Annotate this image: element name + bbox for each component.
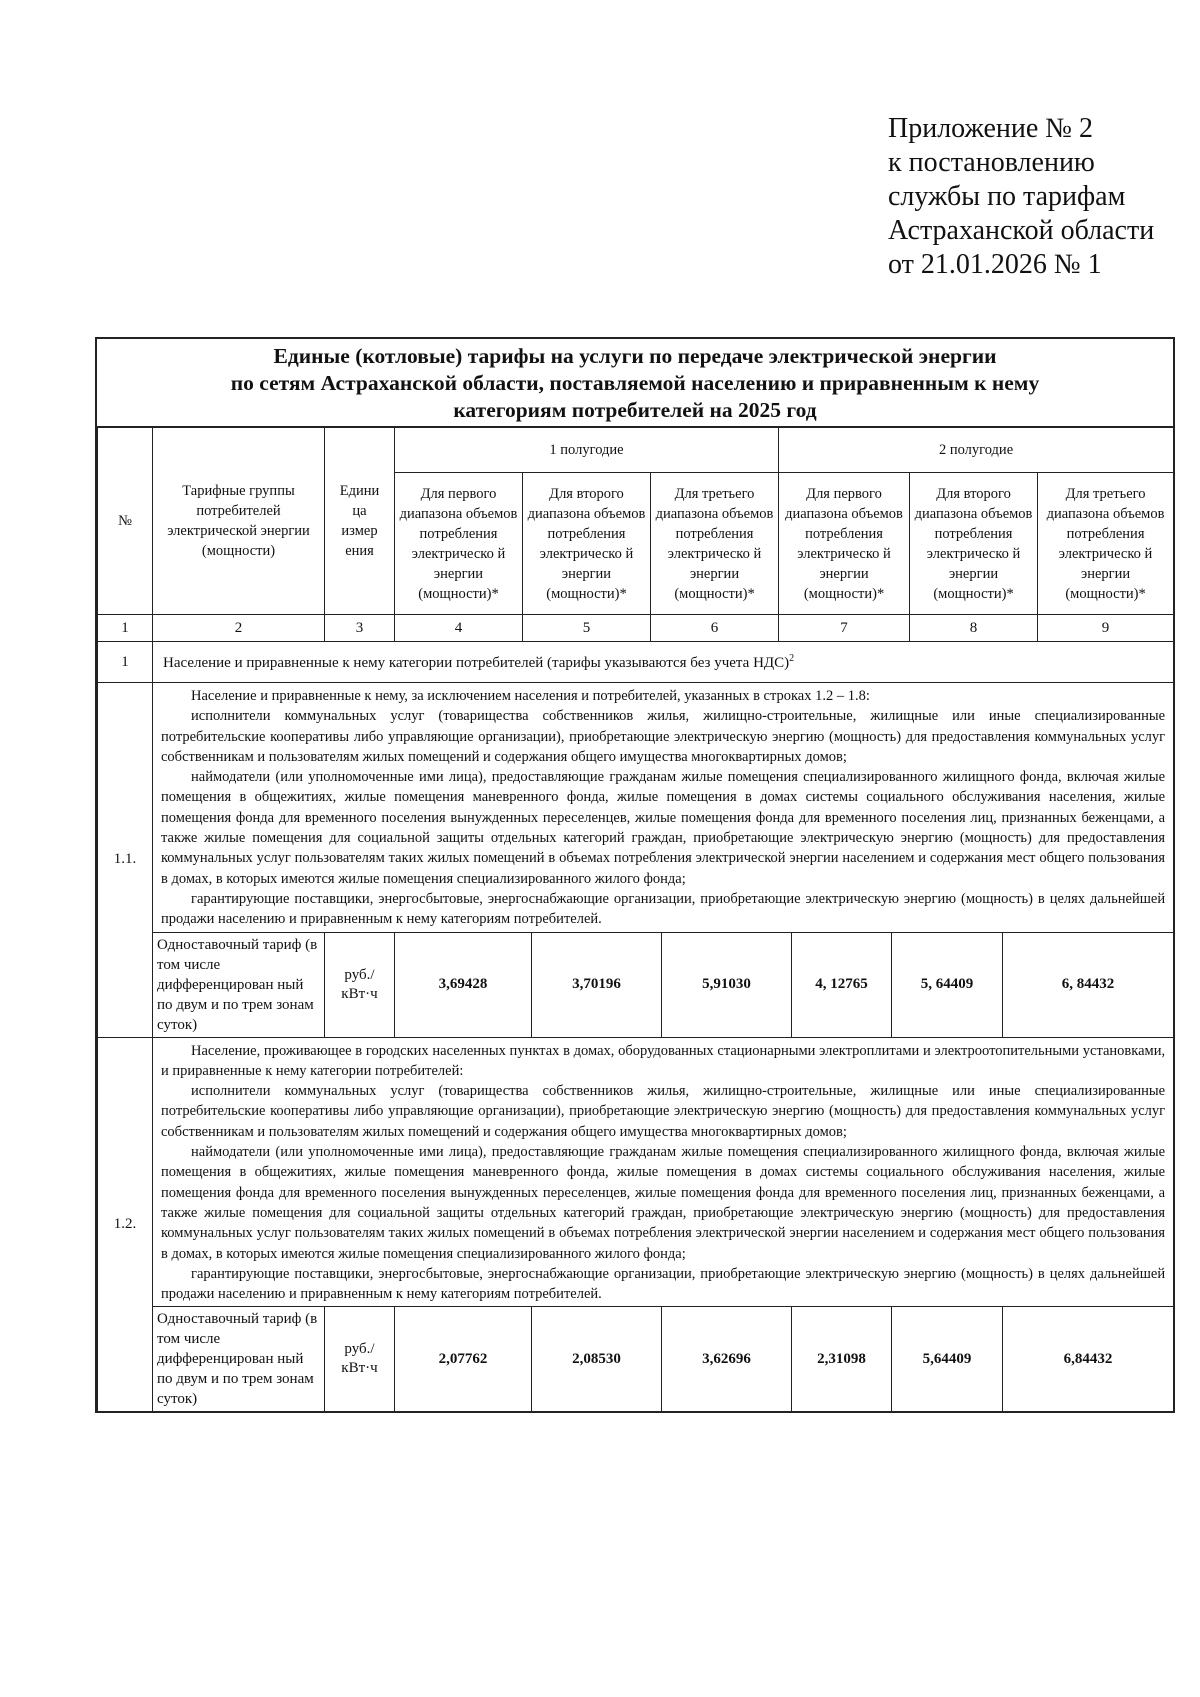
desc-paragraph: гарантирующие поставщики, энергосбытовые, энергоснабжающие организации, приобретающие электрическую энергию (мощность) в целях дальнейшей продажи населению и приравненным к нему категориям потребителей. [161,1265,1166,1303]
column-number: 3 [325,615,395,642]
appendix-line: службы по тарифам [888,181,1126,212]
row-1-1-no: 1.1. [98,683,153,1038]
table-title-line: по сетям Астраханской области, поставляемой населению и приравненным к нему [230,371,1040,395]
header-range: Для первого диапазона объемов потребления электрическо й энергии (мощности)* [395,473,523,615]
tariff-value: 6,84432 [1003,1307,1174,1412]
tariff-value: 5, 64409 [892,932,1003,1037]
row-1-2-no: 1.2. [98,1037,153,1412]
table-title-line: Единые (котловые) тарифы на услуги по передаче электрической энергии [273,344,997,368]
tariff-value: 3,70196 [532,932,662,1037]
table-title-line: категориям потребителей на 2025 год [453,398,817,422]
tariff-label: Одноставочный тариф (в том числе дифференцирован ный по двум и по трем зонам суток) [153,932,325,1037]
column-number: 5 [523,615,651,642]
tariff-value: 4, 12765 [792,932,892,1037]
header-row [98,428,1174,473]
column-number: 8 [910,615,1038,642]
tariff-value: 5,64409 [892,1307,1003,1412]
tariff-value: 5,91030 [662,932,792,1037]
column-number: 6 [651,615,779,642]
tariff-value: 2,31098 [792,1307,892,1412]
header-no: № [98,428,153,615]
column-number: 2 [153,615,325,642]
desc-paragraph: Население и приравненные к нему, за исключением населения и потребителей, указанных в строках 1.2 – 1.8: [191,688,870,704]
desc-paragraph: исполнители коммунальных услуг (товарищества собственников жилья, жилищно-строительные, жилищные или иные специализированные потребительские кооперативы либо управляющие организации), приобретающие электрическую энергию (мощность) для предоставления коммунальных услуг собственникам и пользователям жилых помещений и содержания общего имущества многоквартирных домов; [161,708,1166,765]
tariff-value: 2,07762 [395,1307,532,1412]
desc-paragraph: наймодатели (или уполномоченные ими лица), предоставляющие гражданам жилые помещения специализированного жилищного фонда, включая жилые помещения в общежитиях, жилые помещения маневренного фонда, жилые помещения в домах системы социального обслуживания населения, жилые помещения фонда для временного поселения вынужденных переселенцев, жилые помещения фонда для временного поселения лиц, признанных беженцами, а также жилые помещения для социальной защиты отдельных категорий граждан, приобретающие электрическую энергию (мощность) для предоставления коммунальных услуг пользователям таких жилых помещений в объемах потребления электрической энергии населением и содержания мест общего пользования в домах, в которых имеются жилые помещения специализированного жилого фонда; [161,769,1166,887]
section-1-row [98,642,1174,683]
section-1-label: Население и приравненные к нему категории потребителей (тарифы указываются без учета НДС) [163,654,790,671]
column-number: 9 [1038,615,1174,642]
header-group: Тарифные группы потребителей электрической энергии (мощности) [153,428,325,615]
appendix-line: от 21.01.2026 № 1 [888,249,1102,280]
tariff-value: 2,08530 [532,1307,662,1412]
tariff-unit: руб./ кВт·ч [325,1307,395,1412]
section-1-footnote: 2 [789,652,795,664]
tariff-table [95,337,1175,1413]
appendix-line: Приложение № 2 [888,113,1093,144]
appendix-line: Астраханской области [888,215,1155,246]
header-range: Для второго диапазона объемов потребления электрическо й энергии (мощности)* [523,473,651,615]
tariff-label: Одноставочный тариф (в том числе дифференцирован ный по двум и по трем зонам суток) [153,1307,325,1412]
tariff-value: 3,62696 [662,1307,792,1412]
column-number: 1 [98,615,153,642]
desc-paragraph: наймодатели (или уполномоченные ими лица), предоставляющие гражданам жилые помещения специализированного жилищного фонда, включая жилые помещения в общежитиях, жилые помещения маневренного фонда, жилые помещения в домах системы социального обслуживания населения, жилые помещения фонда для временного поселения вынужденных переселенцев, жилые помещения фонда для временного поселения лиц, признанных беженцами, а также жилые помещения для социальной защиты отдельных категорий граждан, приобретающие электрическую энергию (мощность) для предоставления коммунальных услуг пользователям таких жилых помещений в объемах потребления электрической энергии населением и содержания мест общего пользования в домах, в которых имеются жилые помещения специализированного жилого фонда; [161,1144,1166,1262]
desc-paragraph: исполнители коммунальных услуг (товарищества собственников жилья, жилищно-строительные, жилищные или иные специализированные потребительские кооперативы либо управляющие организации), приобретающие электрическую энергию (мощность) для предоставления коммунальных услуг собственникам и пользователям жилых помещений и содержания общего имущества многоквартирных домов; [161,1083,1166,1140]
appendix-header [888,112,1188,282]
row-1-2-desc [98,1037,1174,1307]
header-range: Для третьего диапазона объемов потребления электрическо й энергии (мощности)* [651,473,779,615]
header-range: Для второго диапазона объемов потребления электрическо й энергии (мощности)* [910,473,1038,615]
row-1-2 [97,1037,1174,1413]
header-unit: Едини ца измер ения [325,428,395,615]
row-1-2-description [153,1037,1174,1307]
row-1-1-tariff [98,932,1174,1037]
row-1-1-desc [98,683,1174,933]
table-title [97,339,1173,427]
tariff-value: 3,69428 [395,932,532,1037]
row-1-1-description [153,683,1174,933]
row-1-2-tariff [98,1307,1174,1412]
section-1-no: 1 [98,642,153,683]
header-half-1: 1 полугодие [395,428,779,473]
column-number: 4 [395,615,523,642]
column-numbers-row [98,615,1174,642]
tariff-unit: руб./ кВт·ч [325,932,395,1037]
header-half-2: 2 полугодие [779,428,1174,473]
column-number: 7 [779,615,910,642]
header-table [97,427,1174,683]
header-range: Для первого диапазона объемов потребления электрическо й энергии (мощности)* [779,473,910,615]
row-1-1 [97,682,1174,1038]
desc-paragraph: гарантирующие поставщики, энергосбытовые, энергоснабжающие организации, приобретающие электрическую энергию (мощность) в целях дальнейшей продажи населению и приравненным к нему категориям потребителей. [161,890,1166,928]
header-range: Для третьего диапазона объемов потребления электрическо й энергии (мощности)* [1038,473,1174,615]
section-1-text [153,642,1174,683]
desc-paragraph: Население, проживающее в городских населенных пунктах в домах, оборудованных стационарными электроплитами и электроотопительными установками, и приравненные к нему категории потребителей: [161,1042,1166,1079]
appendix-line: к постановлению [888,147,1095,178]
tariff-value: 6, 84432 [1003,932,1174,1037]
